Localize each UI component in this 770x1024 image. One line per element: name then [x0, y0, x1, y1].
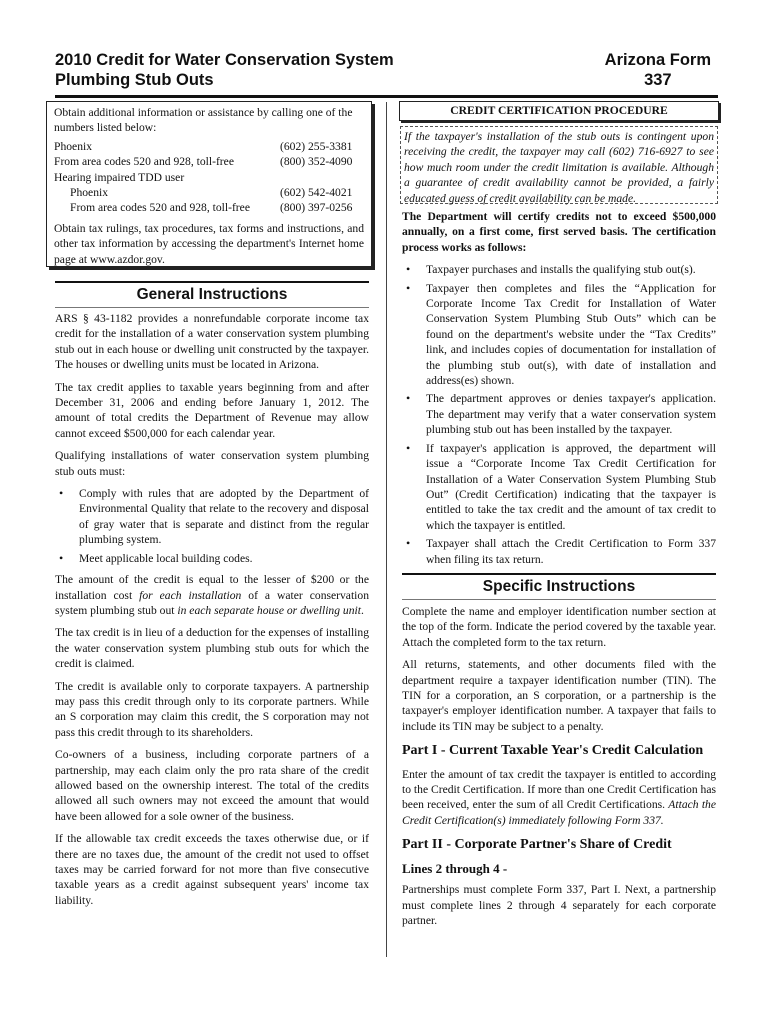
contact-info-box [46, 101, 372, 267]
paragraph: Complete the name and employer identification number section at the top of the form. Indicate the period covered by the taxable year. Attach the completed form to the tax return. [402, 605, 716, 649]
paragraph: The tax credit applies to taxable years beginning from and after December 31, 2006 and ending before January 1, 2012. The amount of total credits the Department of Revenue may allow cannot exceed $500,000 for each calendar year. [55, 380, 369, 440]
section-title: Specific Instructions [482, 578, 636, 595]
form-id [605, 50, 711, 90]
form-title-line1: 2010 Credit for Water Conservation System [55, 51, 394, 69]
list-item: • Taxpayer purchases and installs the qualifying stub out(s). [402, 262, 716, 277]
list-item: • Comply with rules that are adopted by the Department of Environmental Quality that relate to the recovery and disposal of gray water that is separate and distinct from the regular plumbing system. [55, 486, 369, 548]
paragraph: Partnerships must complete Form 337, Part I. Next, a partnership must complete lines 2 through 4 separately for each corporate partner. [402, 883, 716, 927]
part2-heading: Part II - Corporate Partner's Share of Credit [402, 837, 672, 853]
general-instructions-header [55, 281, 369, 308]
paragraph: The tax credit is in lieu of a deduction for the expenses of installing the water conservation system plumbing stub outs for which the credit is claimed. [55, 626, 369, 671]
form-title-line2: Plumbing Stub Outs [55, 71, 214, 89]
tdd-phone-row: From area codes 520 and 928, toll-free (800) 397-0256 [70, 201, 353, 215]
header-rule [55, 95, 718, 98]
certification-steps [402, 262, 716, 567]
form-number: 337 [644, 71, 672, 89]
certification-title: CREDIT CERTIFICATION PROCEDURE [399, 101, 719, 121]
list-item: • The department approves or denies taxpayer's application. The department may verify that a water conservation system plumbing stub out has been installed by the taxpayer. [402, 391, 716, 437]
web-info: Obtain tax rulings, tax procedures, tax forms and instructions, and other tax information by accessing the department's Internet home page at www.azdor.gov. [54, 221, 364, 266]
availability-note: If the taxpayer's installation of the stub outs is contingent upon receiving the credit, the taxpayer may call (602) 716-6927 to see how much room under the credit limitation is available. Although a guarantee of credit availability cannot be provided, a fairly educated guess of credit availability can be made. [400, 126, 718, 204]
requirements-list [55, 486, 369, 566]
certification-statement: The Department will certify credits not to exceed $500,000 annually, on a first come, first served basis. The certification process works as follows: [402, 210, 716, 254]
part1-heading: Part I - Current Taxable Year's Credit Calculation [402, 743, 704, 759]
certification-body [402, 209, 716, 573]
phone-row: From area codes 520 and 928, toll-free (800) 352-4090 [54, 155, 353, 169]
list-item: • Taxpayer shall attach the Credit Certification to Form 337 when filing its tax return. [402, 536, 716, 567]
specific-instructions-body [402, 604, 716, 935]
info-intro: Obtain additional information or assistance by calling one of the numbers listed below: [54, 106, 353, 135]
paragraph: ARS § 43-1182 provides a nonrefundable corporate income tax credit for the installation of a water conservation system plumbing stub out in each house or dwelling unit constructed by the taxpayer. The houses or dwelling units must be located in Arizona. [55, 312, 369, 372]
paragraph: All returns, statements, and other documents filed with the department require a taxpayer identification number (TIN). The TIN for a corporation, an S corporation, or a partnership is the taxpayer's employer identification number. A taxpayer that fails to include its TIN may be subject to a penalty. [402, 658, 716, 733]
specific-instructions-header [402, 573, 716, 600]
paragraph: Qualifying installations of water conservation system plumbing stub outs must: [55, 449, 369, 478]
paragraph: The amount of the credit is equal to the lesser of $200 or the installation cost for each installation of a water conservation system plumbing stub out in each separate house or dwelling unit. [55, 573, 369, 617]
list-item: • Taxpayer then completes and files the “Application for Corporate Income Tax Credit for Installation of Water Conservation System Plumbing Stub Outs” which can be found on the department's website under the “Tax Credits” link, and includes copies of documentation for installation of the plumbing stub out(s), with date of installation and address(es) shown. [402, 281, 716, 389]
section-title: General Instructions [136, 286, 288, 303]
lines-heading: Lines 2 through 4 - [402, 860, 508, 876]
list-item: • Meet applicable local building codes. [55, 551, 369, 566]
list-item: • If taxpayer's application is approved, the department will issue a “Corporate Income Tax Credit Certification for Installation of a Water Conservation System Plumbing Stub Out” (Credit Certification) indicating that the taxpayer is entitled to take the tax credit and the amount of tax credit to which the taxpayer is entitled. [402, 441, 716, 533]
phone-row: Phoenix (602) 255-3381 [54, 139, 353, 153]
paragraph: If the allowable tax credit exceeds the taxes otherwise due, or if there are no taxes due, the amount of the credit not used to offset taxes may be carried forward for not more than five consecutive taxable years as a credit against subsequent years' income tax liability. [55, 832, 369, 907]
paragraph: Enter the amount of tax credit the taxpayer is entitled to according to the Credit Certification. If more than one Credit Certification has been received, enter the sum of all Credit Certifications. Attach the Credit Certification(s) immediately following Form 337. [402, 767, 716, 827]
paragraph: The credit is available only to corporate taxpayers. A partnership may pass this credit through only to its corporate partners. While an S corporation may claim this credit, the S corporation may not pass this credit through to its shareholders. [55, 679, 369, 739]
form-title [55, 50, 394, 90]
tdd-phone-row: Phoenix (602) 542-4021 [70, 186, 353, 200]
general-instructions-body [55, 311, 369, 915]
form-label: Arizona Form [604, 51, 711, 69]
paragraph: Co-owners of a business, including corporate partners of a partnership, may each claim only the pro rata share of the credit allowed based on the ownership interest. The total of the credits allowed all such owners may not exceed the amount that would have been allowed for a sole owner of the business. [55, 748, 369, 823]
tdd-label: Hearing impaired TDD user [54, 170, 185, 184]
column-divider [386, 102, 387, 957]
